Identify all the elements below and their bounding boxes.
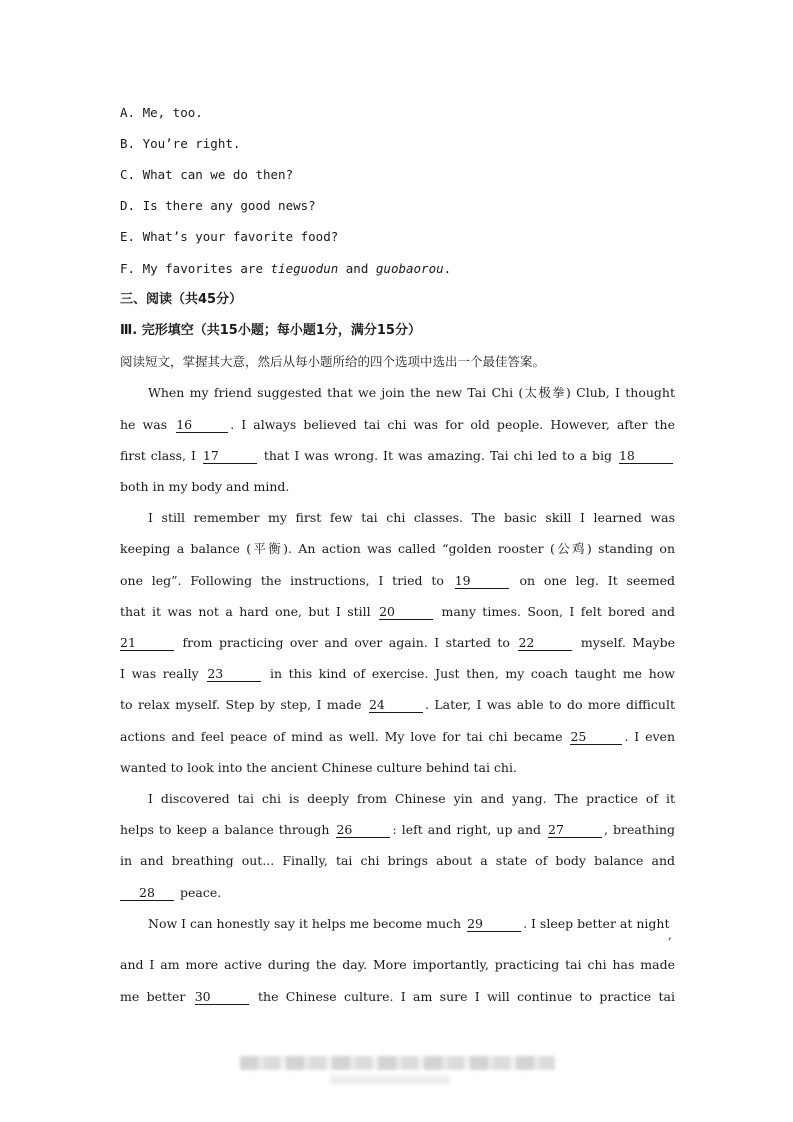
blank-20: 20: [379, 605, 433, 620]
passage-line: keeping a balance (平衡). An action was called “golden rooster (公鸡) standing on: [120, 541, 675, 556]
text: from practicing over and over again. I started to: [176, 635, 517, 650]
text: actions and feel peace of mind as well. My love for tai chi became: [120, 729, 569, 744]
text: myself. Maybe: [574, 635, 675, 650]
passage-line: [120, 988, 675, 1006]
blank-23: 23: [207, 667, 261, 682]
passage-line: and I am more active during the day. More importantly, practicing tai chi has made: [120, 957, 675, 972]
text: , breathing: [604, 822, 676, 837]
option-a: A. Me, too.: [120, 105, 203, 120]
blurred-footer: [240, 1056, 555, 1070]
text: in this kind of exercise. Just then, my coach taught me how: [263, 666, 675, 681]
stray-comma: ,: [668, 928, 672, 942]
passage-line: [120, 696, 675, 714]
passage-line: [120, 728, 675, 746]
blurred-footer-sub: [330, 1076, 450, 1084]
passage-line: [148, 915, 668, 933]
blank-29: 29: [467, 917, 521, 932]
blank-25: 25: [570, 730, 622, 745]
text: peace.: [176, 885, 222, 900]
option-e: E. What’s your favorite food?: [120, 229, 339, 244]
blank-18: 18: [619, 449, 673, 464]
blank-22: 22: [518, 636, 572, 651]
passage-line: [120, 821, 675, 839]
blank-21: 21: [120, 636, 174, 651]
text: the Chinese culture. I am sure I will continue to practice tai: [250, 989, 675, 1004]
passage-line: wanted to look into the ancient Chinese culture behind tai chi.: [120, 760, 517, 775]
text: . I sleep better at night: [523, 916, 670, 931]
text: many times. Soon, I felt bored and: [435, 604, 675, 619]
option-f-word1: tieguodun: [270, 261, 339, 276]
text: that it was not a hard one, but I still: [120, 604, 378, 619]
text: that I was wrong. It was amazing. Tai chi led to a big: [258, 448, 617, 463]
passage-line: in and breathing out... Finally, tai chi brings about a state of body balance and: [120, 853, 675, 868]
blank-24: 24: [369, 698, 423, 713]
blank-26: 26: [336, 823, 390, 838]
text: he was: [120, 417, 175, 432]
passage-line: [120, 665, 675, 683]
option-f-suffix: .: [443, 261, 452, 276]
passage-line: both in my body and mind.: [120, 479, 290, 494]
instruction: 阅读短文，掌握其大意，然后从每小题所给的四个选项中选出一个最佳答案。: [120, 354, 546, 369]
option-d: D. Is there any good news?: [120, 198, 316, 213]
blank-16: 16: [176, 418, 228, 433]
text: . I even: [624, 729, 675, 744]
option-f: [120, 260, 675, 278]
passage-line: [120, 416, 675, 434]
text: : left and right, up and: [392, 822, 547, 837]
text: . Later, I was able to do more difficult: [424, 697, 675, 712]
option-c: C. What can we do then?: [120, 167, 294, 182]
text: I was really: [120, 666, 206, 681]
part-title: Ⅲ. 完形填空（共15小题；每小题1分，满分15分）: [120, 323, 421, 338]
option-f-word2: guobaorou: [375, 261, 444, 276]
blank-27: 27: [548, 823, 602, 838]
text: helps to keep a balance through: [120, 822, 335, 837]
text: one leg”. Following the instructions, I tried to: [120, 573, 453, 588]
passage-line: When my friend suggested that we join the new Tai Chi (太极拳) Club, I thought: [148, 385, 675, 400]
passage-line: [120, 884, 675, 902]
text: Now I can honestly say it helps me become much: [148, 916, 466, 931]
section-title: 三、阅读（共45分）: [120, 292, 243, 307]
text: to relax myself. Step by step, I made: [120, 697, 367, 712]
option-f-prefix: F. My favorites are: [120, 261, 271, 276]
blank-30: 30: [195, 990, 249, 1005]
option-b: B. You’re right.: [120, 136, 241, 151]
passage-line: [120, 634, 675, 652]
passage-line: [120, 447, 675, 465]
blank-19: 19: [455, 574, 509, 589]
option-f-and: and: [338, 261, 376, 276]
passage-line: I still remember my first few tai chi classes. The basic skill I learned was: [148, 510, 675, 525]
text: . I always believed tai chi was for old people. However, after the: [230, 417, 675, 432]
passage-line: I discovered tai chi is deeply from Chinese yin and yang. The practice of it: [148, 791, 675, 806]
text: first class, I: [120, 448, 201, 463]
text: me better: [120, 989, 193, 1004]
passage-line: [120, 572, 675, 590]
blank-28: 28: [120, 886, 174, 901]
passage-line: [120, 603, 675, 621]
blank-17: 17: [203, 449, 257, 464]
text: on one leg. It seemed: [510, 573, 675, 588]
